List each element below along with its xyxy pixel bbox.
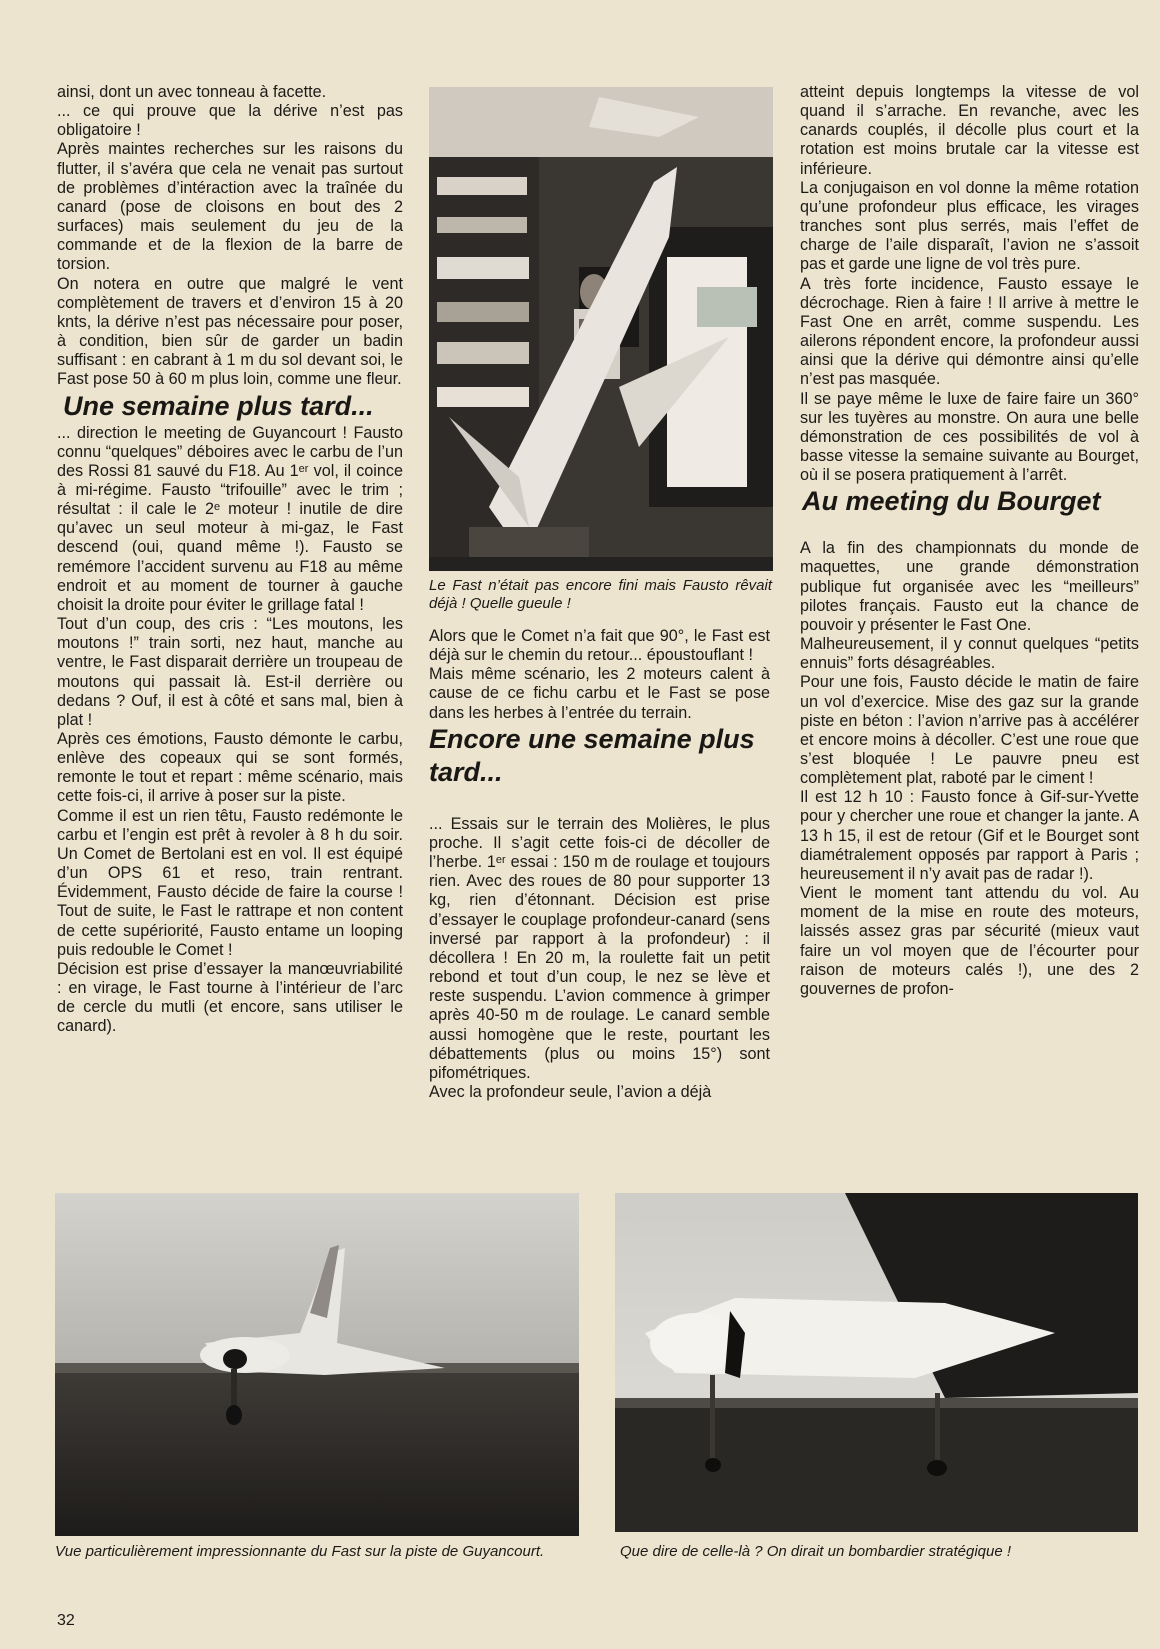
- caption-bomber-photo: Que dire de celle-là ? On dirait un bombardier stratégique !: [620, 1543, 1012, 1560]
- paragraph: A très forte incidence, Fausto essaye le décrochage. Rien à faire ! Il arrive à mettre le Fast One en arrêt, comme suspendu. Les ailerons répondent encore, la profondeur aussi ainsi que la dérive qui démontre ainsi qu’elle n’est pas masquée.: [800, 274, 1139, 389]
- photo-fast-guyancourt-runway: [55, 1193, 579, 1536]
- photo-fast-closeup-bomber: [615, 1193, 1138, 1532]
- paragraph: Alors que le Comet n’a fait que 90°, le Fast est déjà sur le chemin du retour... époustouflant !: [429, 627, 770, 665]
- paragraph: On notera en outre que malgré le vent complètement de travers et d’environ 15 à 20 knts, la dérive n’est pas nécessaire pour poser, à condition, bien sûr de garder un badin suffisant : en cabrant à 1 m du sol devant soi, le Fast pose 50 à 60 m plus loin, comme une fleur.: [57, 274, 403, 389]
- paragraph: ... Essais sur le terrain des Molières, le plus proche. Il s’agit cette fois-ci de décoller de l’herbe. 1ᵉʳ essai : 150 m de roulage et toujours rien. Avec des roues de 80 pour supporter 13 kg, rien d’étonnant. Décision est prise d’essayer le couplage profondeur-canard (sens inversé par rapport à la profondeur) : il décollera ! En 20 m, la roulette fait un petit rebond et tout d’un coup, le nez se lève et reste suspendu. L’avion commence à grimper après 40-50 m de roulage. Le canard semble aussi homogène que le reste, pourtant les débattements (plus ou moins 15°) sont pifométriques.: [429, 814, 770, 1082]
- section-heading: Au meeting du Bourget: [802, 486, 1101, 517]
- paragraph: Tout d’un coup, des cris : “Les moutons, les moutons !” train sorti, nez haut, manche au ventre, le Fast disparait derrière un troupeau de moutons qui passait là. Est-il derrière ou dedans ? Ouf, il est à côté et sans mal, bien à plat !: [57, 615, 403, 729]
- caption-shop-photo: Le Fast n’était pas encore fini mais Fausto rêvait déjà ! Quelle gueule !: [429, 577, 772, 612]
- section-heading: Une semaine plus tard...: [63, 390, 374, 421]
- caption-guyancourt-photo: Vue particulièrement impressionnante du Fast sur la piste de Guyancourt.: [55, 1543, 545, 1560]
- photo-model-in-shop: [429, 87, 773, 571]
- article-column-3: [800, 83, 1139, 999]
- paragraph: ainsi, dont un avec tonneau à facette.: [57, 83, 327, 101]
- paragraph: Il est 12 h 10 : Fausto fonce à Gif-sur-Yvette pour y chercher une roue et changer la jante. A 13 h 15, il est de retour (Gif et le Bourget sont diamétralement opposés par rapport à Paris ; heureusement il n’y avait pas de radar !).: [800, 788, 1139, 883]
- paragraph: La conjugaison en vol donne la même rotation qu’une profondeur plus efficace, les virages tranches sont plus serrés, mais l’effet de charge de l’aile disparaît, l’avion ne s’assoit pas et garde une ligne de vol très pure.: [800, 178, 1139, 274]
- photo-model-in-shop-image: [429, 87, 773, 571]
- paragraph: Il se paye même le luxe de faire faire un 360° sur les tuyères au monstre. On aura une belle démonstration de ces possibilités de vol à basse vitesse la semaine suivante au Bourget, où il se posera pratiquement à l’arrêt.: [800, 389, 1139, 485]
- paragraph: Pour une fois, Fausto décide le matin de faire un vol d’exercice. Mise des gaz sur la grande piste en béton : l’avion n’arrive pas à accélérer et encore moins à décoller. C’est une roue que s’est bloquée ! Le pauvre pneu est complètement plat, raboté par le ciment !: [800, 673, 1139, 788]
- paragraph: Comme il est un rien têtu, Fausto redémonte le carbu et l’engin est prêt à revoler à 8 h du soir. Un Comet de Bertolani est en vol. Il est équipé d’un OPS 61 et reso, train rentrant. Évidemment, Fausto décide de faire la course ! Tout de suite, le Fast le rattrape et non content de cette supériorité, Fausto entame un looping puis redouble le Comet !: [57, 806, 403, 959]
- paragraph: Après maintes recherches sur les raisons du flutter, il s’avéra que cela ne venait pas surtout de problèmes d’intéraction avec la traînée du canard (pose de cloisons en bout des 2 surfaces) mais seulement du jeu de la commande et de la flexion de la barre de torsion.: [57, 140, 403, 274]
- paragraph: Malheureusement, il y connut quelques “petits ennuis” forts désagréables.: [800, 635, 1139, 673]
- paragraph: Décision est prise d’essayer la manœuvriabilité : en virage, le Fast tourne à l’intérieur de l’arc de cercle du mutli (et encore, sans utiliser le canard).: [57, 959, 403, 1036]
- paragraph: atteint depuis longtemps la vitesse de vol quand il s’arrache. En revanche, avec les canards couplés, il décolle plus court et la rotation est moins brutale car la vitesse est inférieure.: [800, 83, 1139, 178]
- photo-fast-guyancourt-image: [55, 1193, 579, 1536]
- paragraph: Après ces émotions, Fausto démonte le carbu, enlève des copeaux qui se sont formés, remonte le tout et repart : même scénario, mais cette fois-ci, il arrive à poser sur la piste.: [57, 730, 403, 806]
- paragraph: Avec la profondeur seule, l’avion a déjà: [429, 1082, 712, 1101]
- article-column-2: [429, 627, 770, 1102]
- section-heading: Encore une semaine plus tard...: [429, 723, 755, 787]
- paragraph: Vient le moment tant attendu du vol. Au moment de la mise en route des moteurs, laissés assez gras par sécurité (mieux vaut faire un vol moyen que de l’écourter pour raison de moteurs calés !), une des 2 gouvernes de profon-: [800, 884, 1139, 998]
- paragraph: ... direction le meeting de Guyancourt ! Fausto connu “quelques” déboires avec le carbu de l’un des Rossi 81 sauvé du F18. Au 1ᵉʳ vol, il coince à mi-régime. Fausto “trifouille” avec le trim ; résultat : il cale le 2ᵉ moteur ! inutile de dire qu’avec un seul moteur à mi-gaz, le Fast descend (oui, quand même !). Fausto se remémore l’accident survenu au F18 au même endroit et au moment de tourner à gauche choisit la droite pour éviter le grillage fatal !: [57, 423, 403, 614]
- photo-fast-closeup-image: [615, 1193, 1138, 1532]
- paragraph: ... ce qui prouve que la dérive n’est pas obligatoire !: [57, 102, 403, 140]
- article-column-1: [57, 83, 403, 1037]
- page-number: 32: [57, 1612, 75, 1629]
- paragraph: Mais même scénario, les 2 moteurs calent à cause de ce fichu carbu et le Fast se pose dans les herbes à l’entrée du terrain.: [429, 665, 770, 722]
- paragraph: A la fin des championnats du monde de maquettes, une grande démonstration publique fut organisée avec les “meilleurs” pilotes français. Fausto eut la chance de pouvoir y présenter le Fast One.: [800, 539, 1139, 634]
